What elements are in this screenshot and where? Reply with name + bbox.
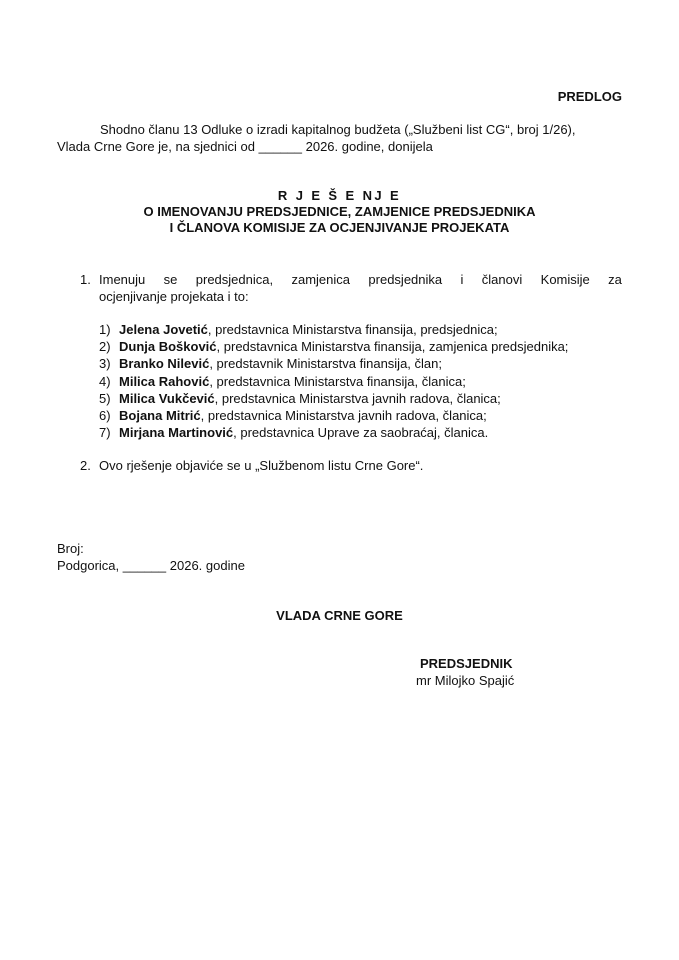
member-name: Mirjana Martinović [119, 425, 234, 441]
member-role: , predstavnica Ministarstva finansija, članica; [209, 373, 466, 389]
member-name: Branko Nilević [119, 356, 210, 372]
document-number-label: Broj: [57, 541, 84, 556]
government-name: VLADA CRNE GORE [276, 608, 403, 623]
intro-line-2: Vlada Crne Gore je, na sjednici od ______ 2026. godine, donijela [57, 139, 433, 154]
item-1-word: predsjednica, [195, 272, 274, 287]
item-1-word: i [460, 272, 464, 287]
item-1-line-1 [99, 271, 622, 288]
decision-title-line-3: I ČLANOVA KOMISIJE ZA OCJENJIVANJE PROJEKATA [169, 220, 510, 235]
member-item [99, 390, 568, 407]
signatory-title: PREDSJEDNIK [420, 656, 513, 671]
member-item [99, 338, 568, 355]
member-role: , predstavnica Ministarstva javnih radova, članica; [214, 390, 501, 406]
item-1-number: 1. [80, 272, 91, 287]
member-name: Dunja Bošković [119, 339, 217, 355]
item-1-word: Komisije [540, 272, 590, 287]
item-1-text [99, 271, 622, 305]
member-name: Jelena Jovetić [119, 322, 208, 337]
item-1-word: članovi [481, 272, 523, 287]
member-name: Milica Vukčević [119, 390, 215, 406]
member-number: 1) [99, 322, 111, 337]
member-item [99, 355, 568, 372]
member-number: 4) [99, 373, 111, 389]
decision-title [57, 188, 622, 236]
decision-title-line-2: O IMENOVANJU PREDSJEDNICE, ZAMJENICE PREDSJEDNIKA [143, 204, 536, 219]
place-date-line: Podgorica, ______ 2026. godine [57, 558, 245, 573]
intro-line-1: Shodno članu 13 Odluke o izradi kapitalnog budžeta („Službeni list CG“, broj 1/26), [100, 122, 576, 137]
member-item [99, 373, 568, 390]
member-item [99, 321, 568, 338]
item-2-number: 2. [80, 458, 91, 473]
item-1-word: se [163, 272, 178, 287]
item-1-word: zamjenica [291, 272, 351, 287]
item-1-line-2: ocjenjivanje projekata i to: [99, 289, 249, 304]
decision-title-main: R J E Š E NJ E [277, 188, 402, 203]
members-list [99, 321, 568, 441]
member-number: 3) [99, 356, 111, 372]
member-role: , predstavnica Ministarstva finansija, predsjednica; [207, 322, 498, 337]
member-role: , predstavnica Ministarstva finansija, zamjenica predsjednika; [216, 339, 569, 355]
document-status-label: PREDLOG [557, 89, 622, 104]
item-1-word: Imenuju [99, 272, 146, 287]
member-number: 5) [99, 390, 111, 406]
member-name: Milica Rahović [119, 373, 210, 389]
member-role: , predstavnik Ministarstva finansija, član; [209, 356, 442, 372]
member-number: 7) [99, 425, 111, 441]
member-item [99, 424, 568, 441]
member-role: , predstavnica Ministarstva javnih radova, članica; [200, 407, 487, 423]
member-number: 6) [99, 407, 111, 423]
member-name: Bojana Mitrić [119, 407, 201, 423]
member-number: 2) [99, 339, 111, 355]
member-item [99, 407, 568, 424]
member-role: , predstavnica Uprave za saobraćaj, članica. [233, 425, 489, 441]
signatory-name: mr Milojko Spajić [416, 673, 515, 688]
item-1-word: za [608, 272, 622, 287]
item-2-text: Ovo rješenje objaviće se u „Službenom listu Crne Gore“. [99, 458, 424, 473]
item-1-word: predsjednika [368, 272, 443, 287]
